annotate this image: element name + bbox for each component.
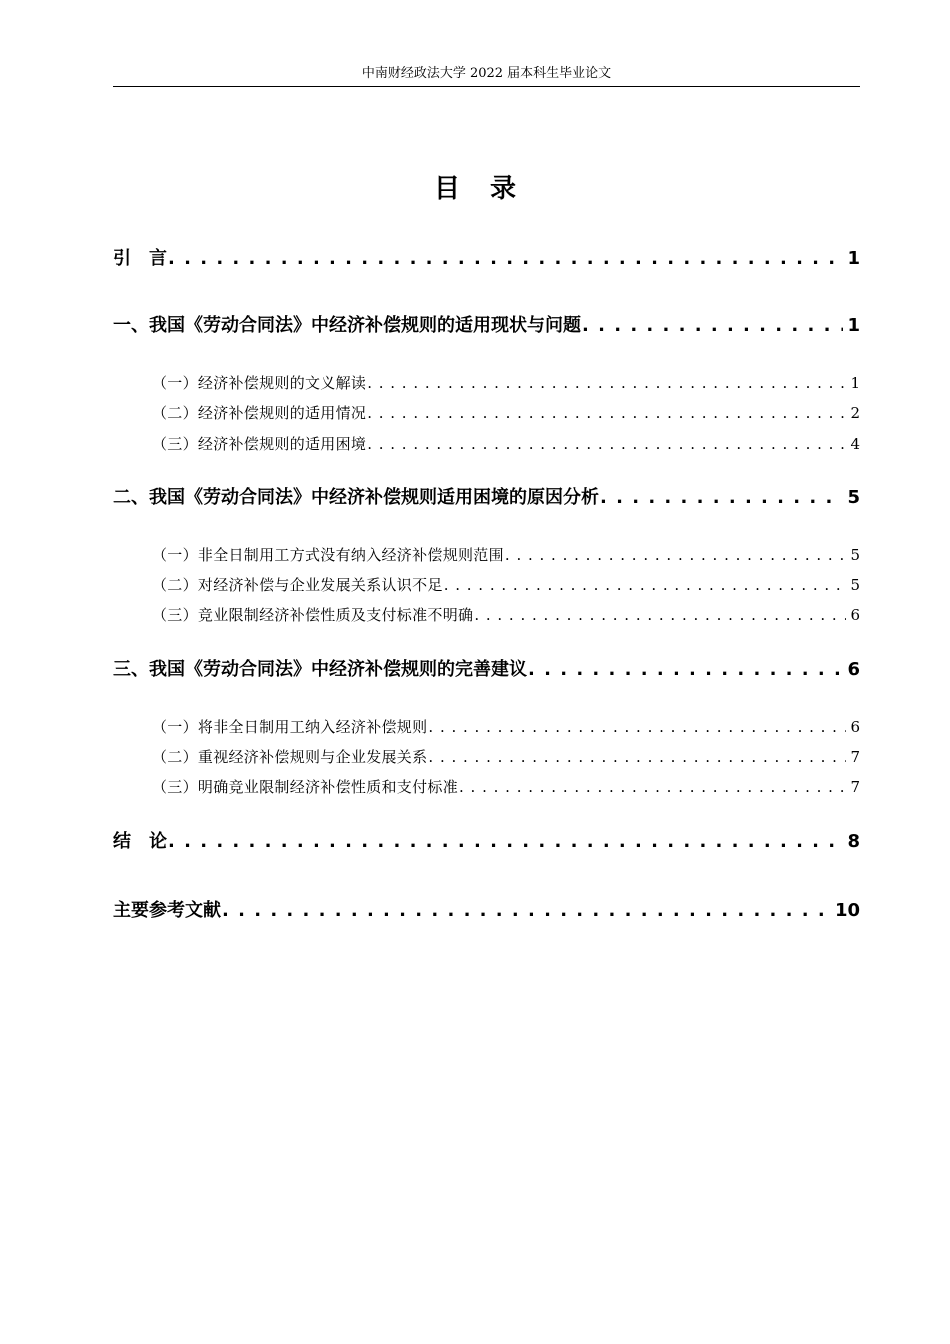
toc-entry-1-1[interactable] [152,373,860,393]
toc-entry-label: 二、我国《劳动合同法》中经济补偿规则适用困境的原因分析 [113,487,599,508]
toc-entry-chapter-2[interactable] [113,486,860,510]
dot-leader [600,486,843,510]
toc-entry-label: （一）将非全日制用工纳入经济补偿规则 [152,718,428,736]
toc-entry-label: （一）经济补偿规则的文义解读 [152,374,367,392]
toc-entry-2-2[interactable] [152,575,860,595]
toc-entry-label: （三）经济补偿规则的适用困境 [152,435,367,453]
dot-leader [505,545,847,565]
toc-entry-introduction[interactable] [113,247,860,271]
toc-entry-label: （二）对经济补偿与企业发展关系认识不足 [152,576,443,594]
dot-leader [459,777,846,797]
toc-entry-label: 引 言 [113,248,167,269]
toc-entry-label: （二）重视经济补偿规则与企业发展关系 [152,748,428,766]
toc-entry-2-1[interactable] [152,545,860,565]
toc-entry-page: 6 [850,606,860,624]
page-header [113,64,860,87]
toc-entry-page: 4 [850,435,860,453]
toc-entry-2-3[interactable] [152,605,860,625]
toc-entry-label: 结 论 [113,831,167,852]
toc-entry-page: 5 [850,546,860,564]
toc-entry-page: 6 [847,659,860,680]
toc-entry-page: 7 [850,778,860,796]
header-text: 中南财经政法大学 2022 届本科生毕业论文 [361,66,612,81]
dot-leader [474,605,846,625]
toc-entry-chapter-3[interactable] [113,658,860,682]
dot-leader [582,314,843,338]
toc-entry-page: 1 [847,315,860,336]
dot-leader [428,747,846,767]
dot-leader [222,899,831,923]
toc-entry-label: （一）非全日制用工方式没有纳入经济补偿规则范围 [152,546,504,564]
toc-entry-3-3[interactable] [152,777,860,797]
toc-entry-3-1[interactable] [152,717,860,737]
toc-entry-conclusion[interactable] [113,830,860,854]
dot-leader [444,575,847,595]
toc-entry-page: 6 [850,718,860,736]
toc-entry-page: 8 [847,831,860,852]
dot-leader [528,658,843,682]
toc-entry-label: （三）竞业限制经济补偿性质及支付标准不明确 [152,606,474,624]
toc-entry-label: （三）明确竞业限制经济补偿性质和支付标准 [152,778,459,796]
toc-entry-1-3[interactable] [152,434,860,454]
toc-entry-page: 10 [834,900,860,921]
toc-entry-page: 1 [847,248,860,269]
toc-entry-label: 一、我国《劳动合同法》中经济补偿规则的适用现状与问题 [113,315,581,336]
toc-entry-references[interactable] [113,899,860,923]
toc-title: 目录 [433,174,546,204]
toc-entry-1-2[interactable] [152,403,860,423]
dot-leader [367,403,846,423]
dot-leader [428,717,846,737]
toc-entry-page: 5 [850,576,860,594]
toc-entry-chapter-1[interactable] [113,314,860,338]
dot-leader [168,830,843,854]
dot-leader [168,247,843,271]
dot-leader [367,434,846,454]
toc-entry-page: 5 [847,487,860,508]
toc-entry-label: （二）经济补偿规则的适用情况 [152,404,367,422]
toc-entry-3-2[interactable] [152,747,860,767]
toc-entry-label: 三、我国《劳动合同法》中经济补偿规则的完善建议 [113,659,527,680]
toc-entry-label: 主要参考文献 [113,900,221,921]
toc-entry-page: 2 [850,404,860,422]
dot-leader [367,373,846,393]
toc-entry-page: 1 [850,374,860,392]
toc-entry-page: 7 [850,748,860,766]
